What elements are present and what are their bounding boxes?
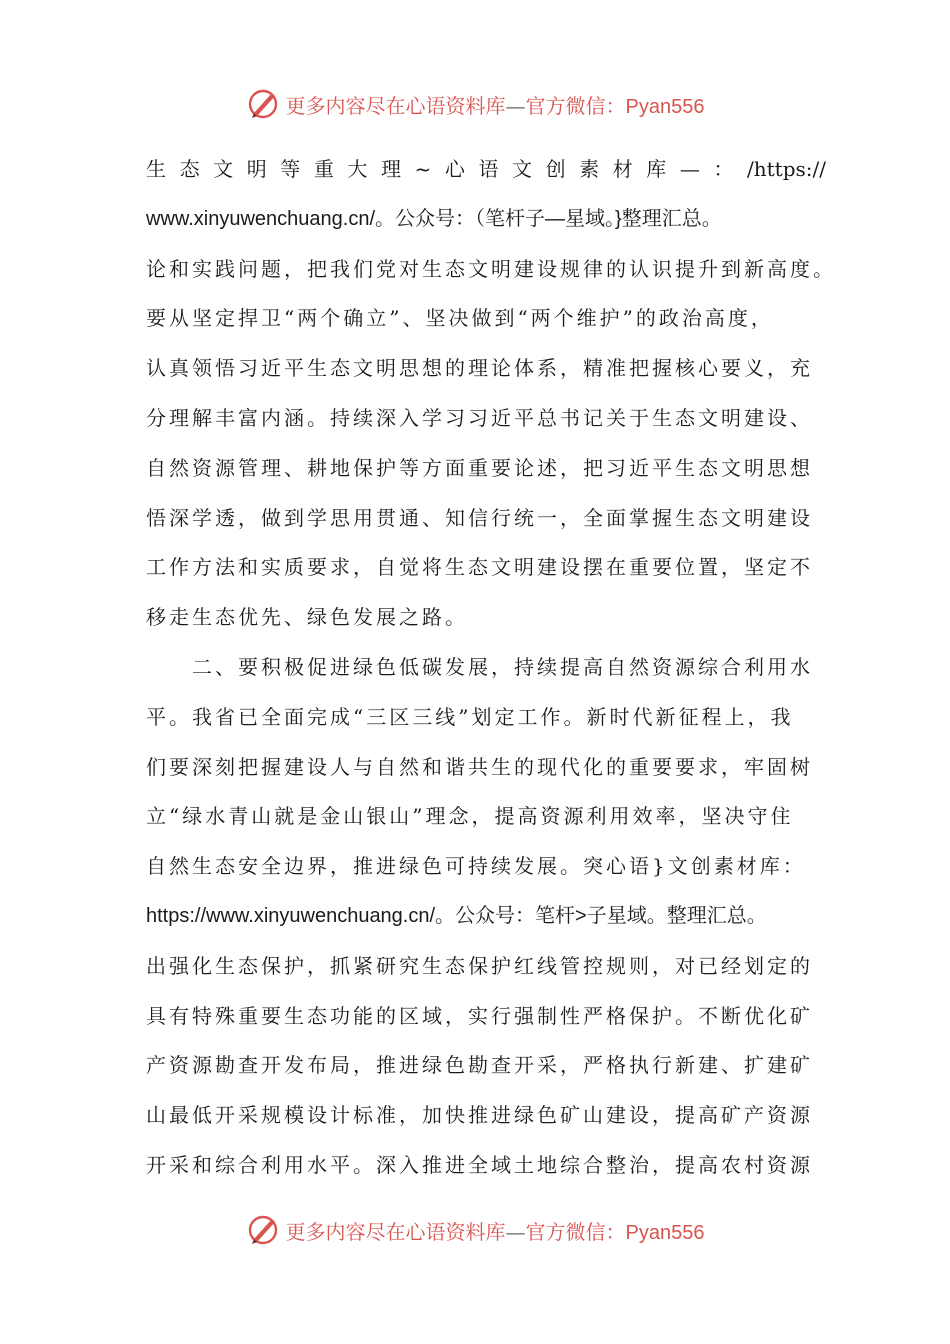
text-line: 平。我省已全面完成“三区三线”划定工作。新时代新征程上，我 <box>146 704 794 729</box>
text-line: 具有特殊重要生态功能的区域，实行强制性严格保护。不断优化矿 <box>146 1003 813 1028</box>
paragraph-start-line: 二、要积极促进绿色低碳发展，持续提高自然资源综合利用水 <box>192 654 813 679</box>
text-line: 工作方法和实质要求，自觉将生态文明建设摆在重要位置，坚定不 <box>146 555 813 580</box>
footer-banner <box>0 1210 950 1250</box>
text-line: 分理解丰富内涵。持续深入学习习近平总书记关于生态文明建设、 <box>146 405 813 430</box>
text-line: 自然资源管理、耕地保护等方面重要论述，把习近平生态文明思想 <box>146 455 813 480</box>
header-banner <box>0 84 950 124</box>
text-line: https://www.xinyuwenchuang.cn/。公众号：笔杆>子星域。整理汇总。 <box>146 904 767 927</box>
text-line: 要从坚定捍卫“两个确立”、坚决做到“两个维护”的政治高度， <box>146 306 774 331</box>
text-line: 山最低开采规模设计标准，加快推进绿色矿山建设，提高矿产资源 <box>146 1103 813 1128</box>
text-line: 立“绿水青山就是金山银山”理念，提高资源利用效率，坚决守住 <box>146 804 794 829</box>
pen-logo-icon <box>246 1212 282 1248</box>
text-line: 悟深学透，做到学思用贯通、知信行统一，全面掌握生态文明建设 <box>146 505 813 530</box>
text-line: 产资源勘查开发布局，推进绿色勘查开采，严格执行新建、扩建矿 <box>146 1053 813 1078</box>
text-line: 生态文明等重大理~心语文创素材库—：/https:// <box>146 157 826 181</box>
footer-banner-text: 更多内容尽在心语资料库—官方微信：Pyan556 <box>285 1219 705 1244</box>
document-body <box>146 145 836 1191</box>
text-line: 们要深刻把握建设人与自然和谐共生的现代化的重要要求，牢固树 <box>146 754 813 779</box>
text-line: 自然生态安全边界，推进绿色可持续发展。突心语}文创素材库： <box>146 854 806 879</box>
text-line: 出强化生态保护，抓紧研究生态保护红线管控规则，对已经划定的 <box>146 953 813 978</box>
text-line: 移走生态优先、绿色发展之路。 <box>146 605 468 630</box>
text-line: www.xinyuwenchuang.cn/。公众号：（笔杆子—星域。}整理汇总。 <box>146 207 722 230</box>
text-line: 论和实践问题，把我们党对生态文明建设规律的认识提升到新高度。 <box>146 256 836 281</box>
header-banner-text: 更多内容尽在心语资料库—官方微信：Pyan556 <box>285 93 705 118</box>
pen-logo-icon <box>246 86 282 122</box>
text-line: 认真领悟习近平生态文明思想的理论体系，精准把握核心要义，充 <box>146 356 813 381</box>
text-line: 开采和综合利用水平。深入推进全域土地综合整治，提高农村资源 <box>146 1152 813 1177</box>
